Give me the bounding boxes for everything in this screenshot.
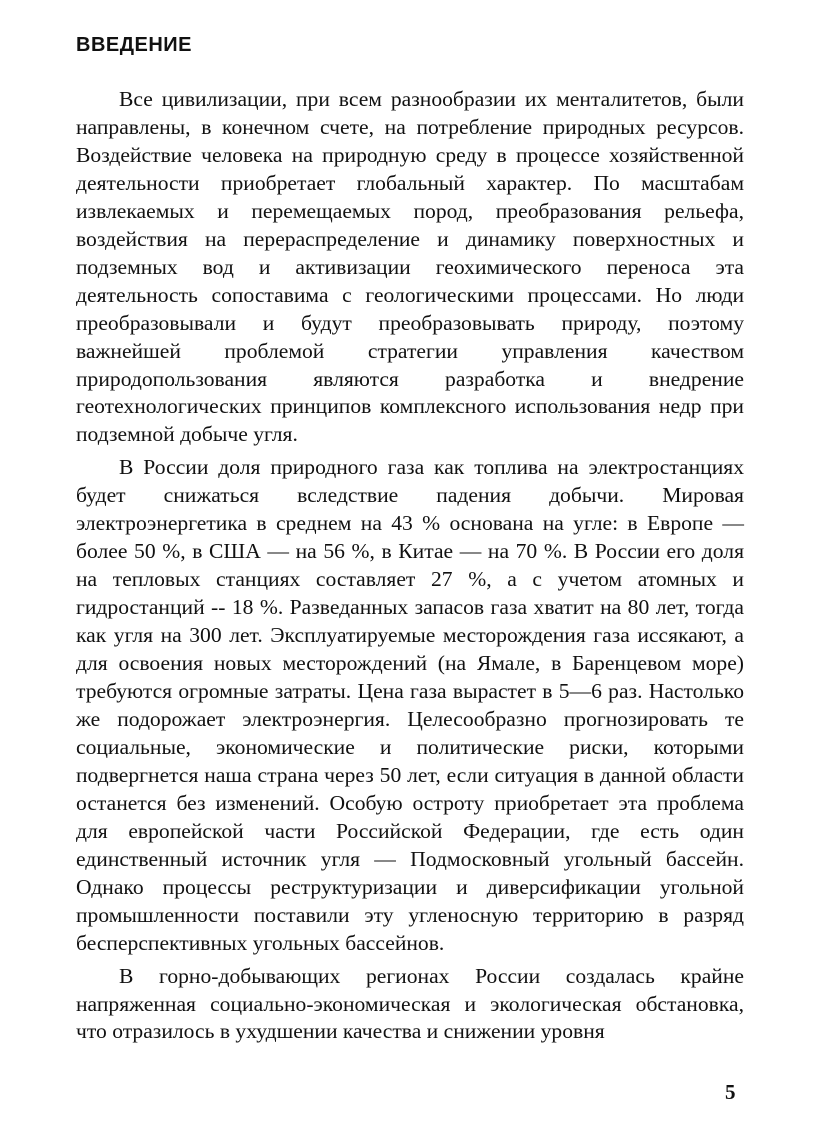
body-text bbox=[76, 86, 744, 1051]
paragraph-3: В горно-добывающих регионах России создалась крайне напряженная социально-экономическая и экологическая обстановка, что отразилось в ухудшении качества и снижении уровня bbox=[76, 963, 744, 1044]
paragraph-2: В России доля природного газа как топлива на электростанциях будет снижаться вследствие падения добычи. Мировая электроэнергетика в среднем на 43 % основана на угле: в Европе — более 50 %, в США — на 56 %, в Китае — на 70 %. В России его доля на тепловых станциях составляет 27 %, а с учетом атомных и гидростанций -- 18 %. Разведанных запасов газа хватит на 80 лет, тогда как угля на 300 лет. Эксплуатируемые месторождения газа иссякают, а для освоения новых месторождений (на Ямале, в Баренцевом море) требуются огромные затраты. Цена газа вырастет в 5—6 раз. Настолько же подорожает электроэнергия. Целесообразно прогнозировать те социальные, экономические и политические риски, которыми подвергнется наша страна через 50 лет, если ситуация в данной области останется без изменений. Особую остроту приобретает эта проблема для европейской части Российской Федерации, где есть один единственный источник угля — Подмосковный угольный бассейн. Однако процессы реструктуризации и диверсификации угольной промышленности поставили эту угленосную территорию в разряд бесперспективных угольных бассейнов. bbox=[76, 455, 744, 955]
page-number: 5 bbox=[725, 1080, 736, 1104]
chapter-heading: ВВЕДЕНИЕ bbox=[76, 34, 192, 56]
paragraph-1: Все цивилизации, при всем разнообразии их менталитетов, были направлены, в конечном счете, на потребление природных ресурсов. Воздействие человека на природную среду в процессе хозяйственной деятельности приобретает глобальный характер. По масштабам извлекаемых и перемещаемых пород, преобразования рельефа, воздействия на перераспределение и динамику поверхностных и подземных вод и активизации геохимического переноса эта деятельность сопоставима с геологическими процессами. Но люди преобразовывали и будут преобразовывать природу, поэтому важнейшей проблемой стратегии управления качеством природопользования являются разработка и внедрение геотехнологических принципов комплексного использования недр при подземной добыче угля. bbox=[76, 87, 744, 447]
